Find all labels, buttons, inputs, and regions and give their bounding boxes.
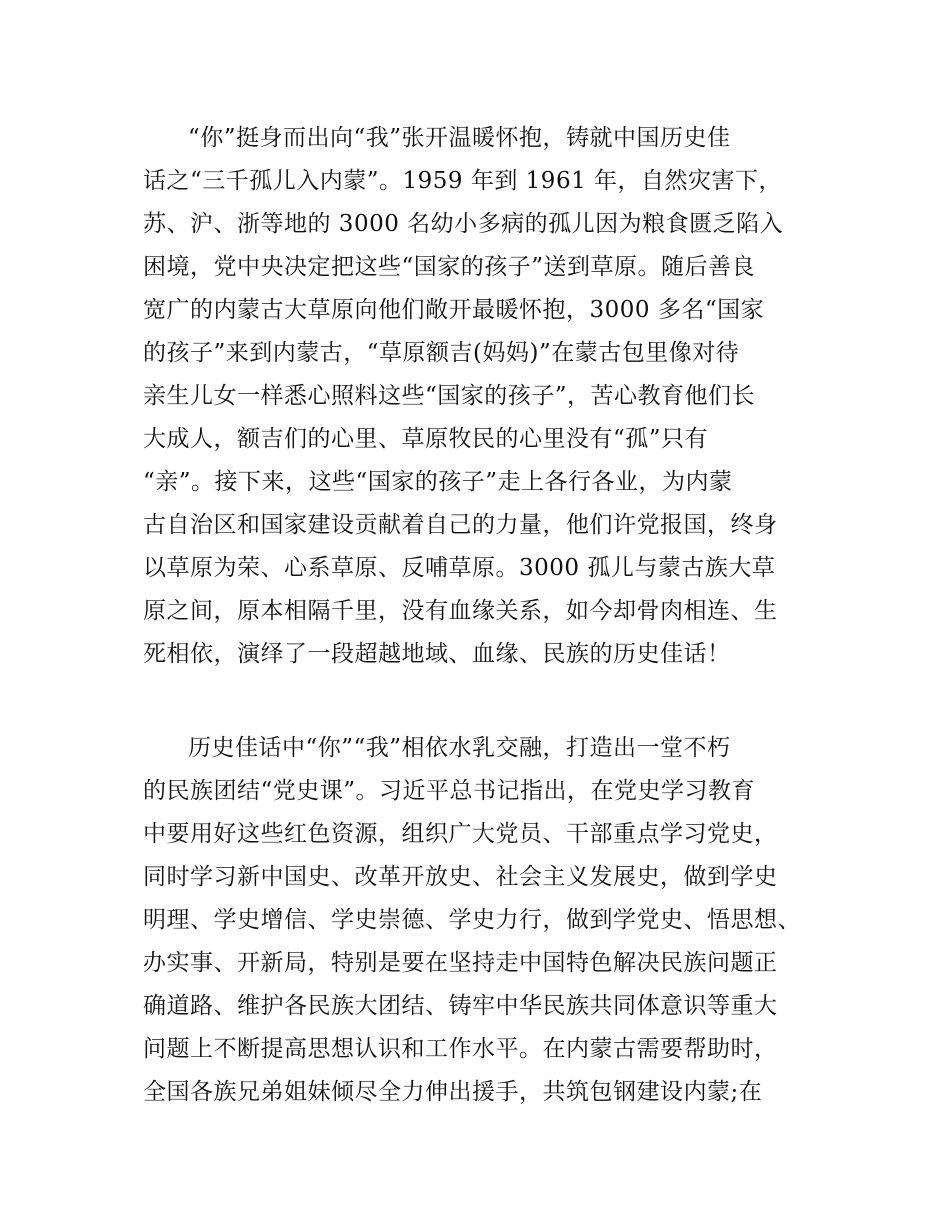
text-line: 死相依，演绎了一段超越地域、血缘、民族的历史佳话！ — [143, 641, 731, 667]
text-line: 的民族团结“党史课”。习近平总书记指出，在党史学习教育 — [143, 778, 756, 804]
text-line: 中要用好这些红色资源，组织广大党员、干部重点学习党史， — [143, 821, 778, 847]
text-line: 同时学习新中国史、改革开放史、社会主义发展史，做到学史 — [143, 864, 778, 890]
text-line: 问题上不断提高思想认识和工作水平。在内蒙古需要帮助时， — [143, 1036, 778, 1062]
text-line: 全国各族兄弟姐妹倾尽全力伸出援手，共筑包钢建设内蒙;在 — [143, 1079, 763, 1105]
text-line: 宽广的内蒙古大草原向他们敞开最暖怀抱，3000 多名“国家 — [143, 297, 765, 323]
text-line: 话之“三千孤儿入内蒙”。1959 年到 1961 年，自然灾害下， — [143, 168, 783, 194]
text-line: “你”挺身而出向“我”张开温暖怀抱，铸就中国历史佳 — [188, 125, 731, 151]
text-line: 的孩子”来到内蒙古，“草原额吉(妈妈)”在蒙古包里像对待 — [143, 340, 740, 366]
text-line: 古自治区和国家建设贡献着自己的力量，他们许党报国，终身 — [143, 512, 778, 538]
text-line: 历史佳话中“你”“我”相依水乳交融，打造出一堂不朽 — [188, 735, 731, 761]
text-line: “亲”。接下来，这些“国家的孩子”走上各行各业，为内蒙 — [143, 469, 733, 495]
text-line: 原之间，原本相隔千里，没有血缘关系，如今却骨肉相连、生 — [143, 598, 778, 624]
text-line: 办实事、开新局，特别是要在坚持走中国特色解决民族问题正 — [143, 950, 778, 976]
text-line: 苏、沪、浙等地的 3000 名幼小多病的孤儿因为粮食匮乏陷入 — [143, 211, 784, 237]
text-line: 明理、学史增信、学史崇德、学史力行，做到学党史、悟思想、 — [143, 907, 801, 933]
text-line: 大成人，额吉们的心里、草原牧民的心里没有“孤”只有 — [143, 426, 709, 452]
text-line: 亲生儿女一样悉心照料这些“国家的孩子”，苦心教育他们长 — [143, 383, 756, 409]
text-line: 确道路、维护各民族大团结、铸牢中华民族共同体意识等重大 — [143, 993, 778, 1019]
text-line: 以草原为荣、心系草原、反哺草原。3000 孤儿与蒙古族大草 — [143, 555, 776, 581]
text-line: 困境，党中央决定把这些“国家的孩子”送到草原。随后善良 — [143, 254, 756, 280]
